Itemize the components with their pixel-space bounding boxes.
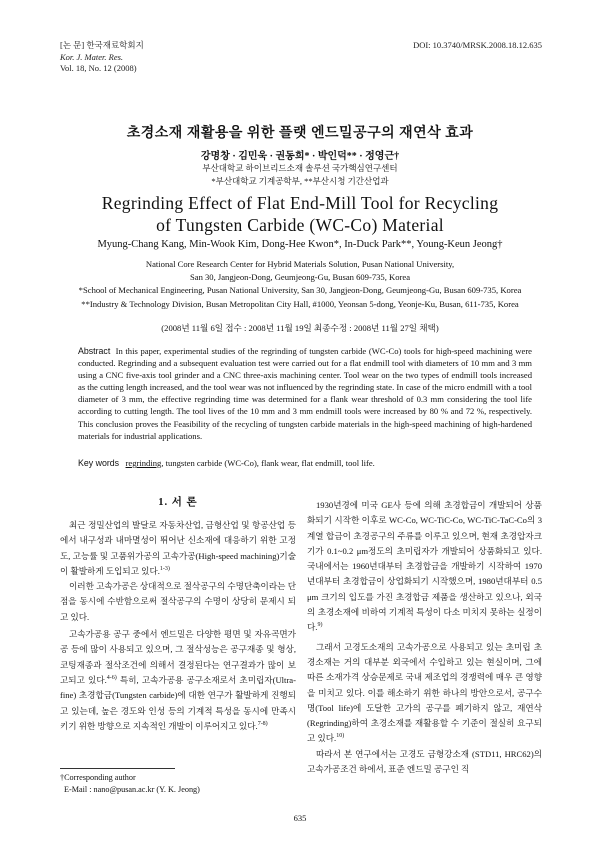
korean-affiliation-1: 부산대학교 하이브리드소재 솔루션 국가핵심연구센터 — [202, 163, 398, 173]
reference-superscript: 9) — [317, 622, 323, 629]
keyword-regrinding: regrinding — [125, 458, 162, 468]
abstract-text: In this paper, experimental studies of the regrinding of tungsten carbide (WC-Co) tools for high-speed machining were conducted. Regrinding and a subsequent evaluation test were carried out for a flat endmill tool with diameters of 10 mm and 3 mm using a CNC five-axis tool grinder and a CNC three-axis machining center. Tool wear on the two types of endmill tools increased as the cutting length increased, and the tool wear was not influenced by the regrinding state. In case of the micro endmill with a tool diameter of 3 mm, the effective regrinding time was determined for a flank wear threshold of 0.3 mm considering the tool life according to cutting length. The tool lives of the 10 mm and 3 mm endmill tools were increased by 80 % and 72 %, respectively. This conclusion proves the Feasibility of the recycling of tungsten carbide materials in the high-speed machining of high-hardened materials for industrial applications. — [78, 346, 532, 441]
abstract — [78, 345, 532, 442]
english-authors: Myung-Chang Kang, Min-Wook Kim, Dong-Hee Kwon*, In-Duck Park**, Young-Keun Jeong† — [97, 239, 503, 250]
english-affiliation-line-4: **Industry & Technology Division, Busan Metropolitan City Hall, #1000, Yeonsan 5-dong, Yeonje-Ku, Busan, 611-735, Korea — [81, 299, 519, 309]
left-column — [60, 518, 296, 734]
paragraph-text: 고속가공용 공구 중에서 엔드밀은 다양한 평면 및 자유곡면가공 등에 많이 사용되고 있으며, 그 절삭성능은 공구재종 및 형상, 코팅재종과 절삭조건에 의해서 결정된다는 연구결과가 많이 보고되고 있다. — [60, 629, 296, 685]
english-title-line-2: of Tungsten Carbide (WC-Co) Material — [156, 215, 444, 235]
right-column — [307, 498, 542, 777]
paragraph — [307, 747, 542, 778]
keywords — [78, 458, 375, 468]
korean-title: 초경소재 재활용을 위한 플랫 엔드밀공구의 재연삭 효과 — [126, 126, 474, 141]
submission-dates: (2008년 11월 6일 접수 : 2008년 11월 19일 최종수정 : 2008년 11월 27일 채택) — [161, 323, 439, 333]
reference-superscript: 7-8) — [257, 721, 268, 727]
section-heading-introduction: 1. 서 론 — [158, 497, 198, 508]
footnote-divider — [60, 768, 175, 769]
journal-name-english: Kor. J. Mater. Res. — [60, 51, 124, 62]
doi-label: DOI: 10.3740/MRSK.2008.18.12.635 — [413, 40, 542, 50]
paragraph-text: 이러한 고속가공은 상대적으로 절삭공구의 수명단축이라는 단점을 동시에 수반함으로써 절삭공구의 수명이 상당히 문제시 되고 있다. — [60, 581, 296, 622]
paragraph — [307, 640, 542, 747]
corresponding-author-email: E-Mail : nano@pusan.ac.kr (Y. K. Jeong) — [64, 785, 200, 794]
keywords-label: Key words — [78, 458, 120, 468]
paragraph-text: 최근 정밀산업의 발달로 자동차산업, 금형산업 및 항공산업 등에서 내구성과 내마멸성이 뛰어난 신소재에 대응하기 위한 고정도, 고능률 및 고품위가공의 고속가공(High-speed machining)기술이 활발하게 도입되고 있다. — [60, 520, 296, 576]
reference-superscript: 4-6) — [106, 675, 117, 682]
paragraph — [60, 627, 296, 734]
abstract-label: Abstract — [78, 346, 111, 356]
journal-name-korean: [논 문] 한국재료학회지 — [60, 40, 144, 50]
paragraph — [60, 518, 296, 579]
english-affiliation-line-1: National Core Research Center for Hybrid Materials Solution, Pusan National University, — [145, 259, 455, 269]
paragraph-text: 그래서 고경도소재의 고속가공으로 사용되고 있는 초미립 초경소재는 거의 대부분 외국에서 수입하고 있는 현실이며, 그에 따른 소재가격 상승문제로 국내 제조업의 경쟁력에 매우 큰 영향을 미치고 있다. 이를 해소하기 위한 하나의 방안으로서, 공구수명(Tool life)에 도달한 고가의 공구를 폐기하지 않고, 재연삭(Regrinding)하여 초경소재를 재활용할 수 기준이 절실히 요구되고 있다. — [307, 641, 542, 744]
reference-superscript: 1-3) — [159, 566, 170, 573]
paragraph-text: 특히, 고속가공용 공구소재로서 초미립자(Ultra-fine) 초경합금(Tungsten carbide)에 대한 연구가 활발하게 진행되고 있는데, 높은 경도와 인성 등의 기계적 특성을 동시에 만족시키기 위한 방향으로 지속적인 개발이 이루어지고 있다. — [60, 674, 296, 731]
paragraph-text: 1930년경에 미국 GE사 등에 의해 초경합금이 개발되어 상품화되기 시작한 이후로 WC-Co, WC-TiC-Co, WC-TiC-TaC-Co의 3계열 합금이 초경공구의 주류를 이루고 있으며, 현재 초경압자크기가 0.1~0.2 μm정도의 초미립자가 개발되어 상품화되고 있다. 국내에서는 1960년대부터 초경합금을 개발하기 시작하여 1970년대부터 초경합금이 상업화되기 시작했으며, 1980년대부터 0.5 μm 크기의 입도를 가진 초경합금 제품을 생산하고 있으나, 외국의 초경소재에 비하여 기계적 특성이 다소 미치지 못하는 실정이다. — [307, 500, 542, 633]
paragraph — [307, 498, 542, 636]
korean-authors: 강명창 · 김민욱 · 권동희* · 박인덕** · 정영근† — [200, 151, 400, 162]
english-affiliation-line-3: *School of Mechanical Engineering, Pusan National University, San 30, Jangjeon-Dong, Geumjeong-Gu, Busan 609-735, Korea — [78, 285, 522, 295]
journal-volume: Vol. 18, No. 12 (2008) — [60, 63, 137, 73]
korean-affiliation-2: *부산대학교 기계공학부, **부산시청 기간산업과 — [211, 176, 389, 186]
footnote — [60, 772, 200, 796]
keywords-rest: , tungsten carbide (WC-Co), flank wear, flat endmill, tool life. — [161, 458, 375, 468]
reference-superscript: 10) — [336, 733, 345, 740]
journal-header — [60, 40, 144, 75]
paragraph-text: 따라서 본 연구에서는 고경도 금형강소재 (STD11, HRC62)의 고속가공조건 하에서, 표준 엔드밀 공구인 직 — [307, 748, 542, 775]
english-affiliation-line-2: San 30, Jangjeon-Dong, Geumjeong-Gu, Busan 609-735, Korea — [189, 272, 411, 282]
english-title-line-1: Regrinding Effect of Flat End-Mill Tool for Recycling — [101, 193, 499, 213]
page-number: 635 — [293, 813, 307, 823]
corresponding-author-note: †Corresponding author — [60, 773, 136, 782]
paragraph — [60, 579, 296, 625]
